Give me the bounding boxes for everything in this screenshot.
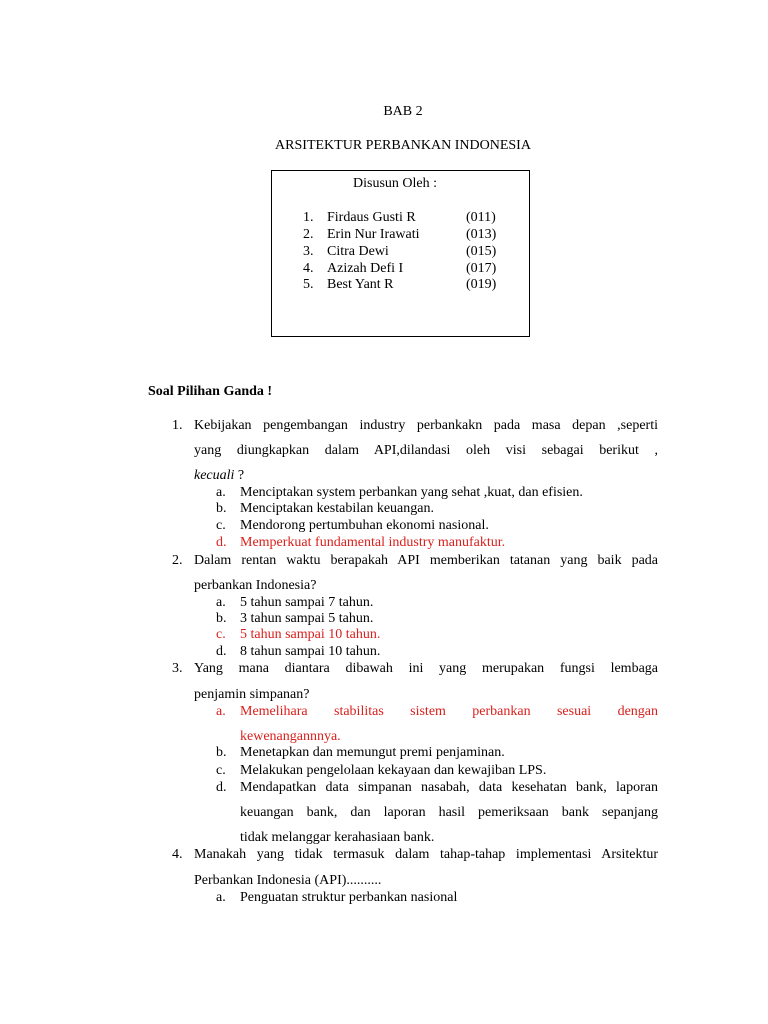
- option-letter: d.: [216, 780, 227, 795]
- option-letter: b.: [216, 745, 227, 760]
- author-number: 5.: [303, 277, 314, 292]
- question-text-line: Kebijakan pengembangan industry perbankakn pada masa depan ,seperti: [194, 418, 658, 433]
- question-text-line: perbankan Indonesia?: [194, 578, 317, 593]
- option-letter-answer: c.: [216, 627, 226, 642]
- question-number: 4.: [172, 847, 183, 862]
- question-text-line: Perbankan Indonesia (API)..........: [194, 873, 382, 888]
- option-text-answer: Memperkuat fundamental industry manufaktur.: [240, 535, 506, 550]
- question-text-line: penjamin simpanan?: [194, 687, 310, 702]
- option-letter: b.: [216, 501, 227, 516]
- section-title: Soal Pilihan Ganda !: [148, 384, 273, 399]
- question-text-line: Manakah yang tidak termasuk dalam tahap-tahap implementasi Arsitektur: [194, 847, 658, 862]
- document-title: ARSITEKTUR PERBANKAN INDONESIA: [275, 138, 531, 153]
- option-letter-answer: d.: [216, 535, 227, 550]
- option-text: Mendorong pertumbuhan ekonomi nasional.: [240, 518, 489, 533]
- option-text: Menetapkan dan memungut premi penjaminan.: [240, 745, 505, 760]
- option-text: 8 tahun sampai 10 tahun.: [240, 644, 381, 659]
- option-text: Menciptakan system perbankan yang sehat ,kuat, dan efisien.: [240, 485, 583, 500]
- option-text: Menciptakan kestabilan keuangan.: [240, 501, 434, 516]
- option-text-answer: 5 tahun sampai 10 tahun.: [240, 627, 381, 642]
- option-letter: a.: [216, 890, 226, 905]
- option-letter: c.: [216, 763, 226, 778]
- question-number: 3.: [172, 661, 183, 676]
- question-text-line: Yang mana diantara dibawah ini yang merupakan fungsi lembaga: [194, 661, 658, 676]
- author-name: Citra Dewi: [327, 244, 389, 259]
- author-name: Erin Nur Irawati: [327, 227, 420, 242]
- author-number: 3.: [303, 244, 314, 259]
- authors-heading: Disusun Oleh :: [353, 176, 437, 191]
- option-text: Mendapatkan data simpanan nasabah, data kesehatan bank, laporan: [240, 780, 658, 795]
- option-letter: a.: [216, 485, 226, 500]
- author-number: 1.: [303, 210, 314, 225]
- author-id: (017): [466, 261, 497, 276]
- option-letter-answer: a.: [216, 704, 226, 719]
- option-letter: b.: [216, 611, 227, 626]
- author-id: (011): [466, 210, 496, 225]
- chapter-label: BAB 2: [383, 104, 423, 119]
- question-number: 2.: [172, 553, 183, 568]
- author-number: 2.: [303, 227, 314, 242]
- option-text: 3 tahun sampai 5 tahun.: [240, 611, 374, 626]
- option-text: Melakukan pengelolaan kekayaan dan kewajiban LPS.: [240, 763, 547, 778]
- author-id: (015): [466, 244, 497, 259]
- author-name: Azizah Defi I: [327, 261, 404, 276]
- question-text-line: Dalam rentan waktu berapakah API memberikan tatanan yang baik pada: [194, 553, 658, 568]
- option-text: tidak melanggar kerahasiaan bank.: [240, 830, 435, 845]
- question-text-line: yang diungkapkan dalam API,dilandasi oleh visi sebagai berikut ,: [194, 443, 658, 458]
- emphasis-text: kecuali: [194, 468, 235, 483]
- option-text-answer: Memelihara stabilitas sistem perbankan sesuai dengan: [240, 704, 658, 719]
- question-number: 1.: [172, 418, 183, 433]
- option-text: keuangan bank, dan laporan hasil pemeriksaan bank sepanjang: [240, 805, 658, 820]
- option-text: 5 tahun sampai 7 tahun.: [240, 595, 374, 610]
- author-id: (013): [466, 227, 497, 242]
- question-text-end: ?: [234, 468, 245, 483]
- author-name: Best Yant R: [327, 277, 394, 292]
- author-name: Firdaus Gusti R: [327, 210, 416, 225]
- author-number: 4.: [303, 261, 314, 276]
- question-text-line: [194, 468, 244, 484]
- option-text-answer: kewenangannnya.: [240, 729, 341, 744]
- option-letter: c.: [216, 518, 226, 533]
- option-letter: a.: [216, 595, 226, 610]
- author-id: (019): [466, 277, 497, 292]
- option-letter: d.: [216, 644, 227, 659]
- option-text: Penguatan struktur perbankan nasional: [240, 890, 458, 905]
